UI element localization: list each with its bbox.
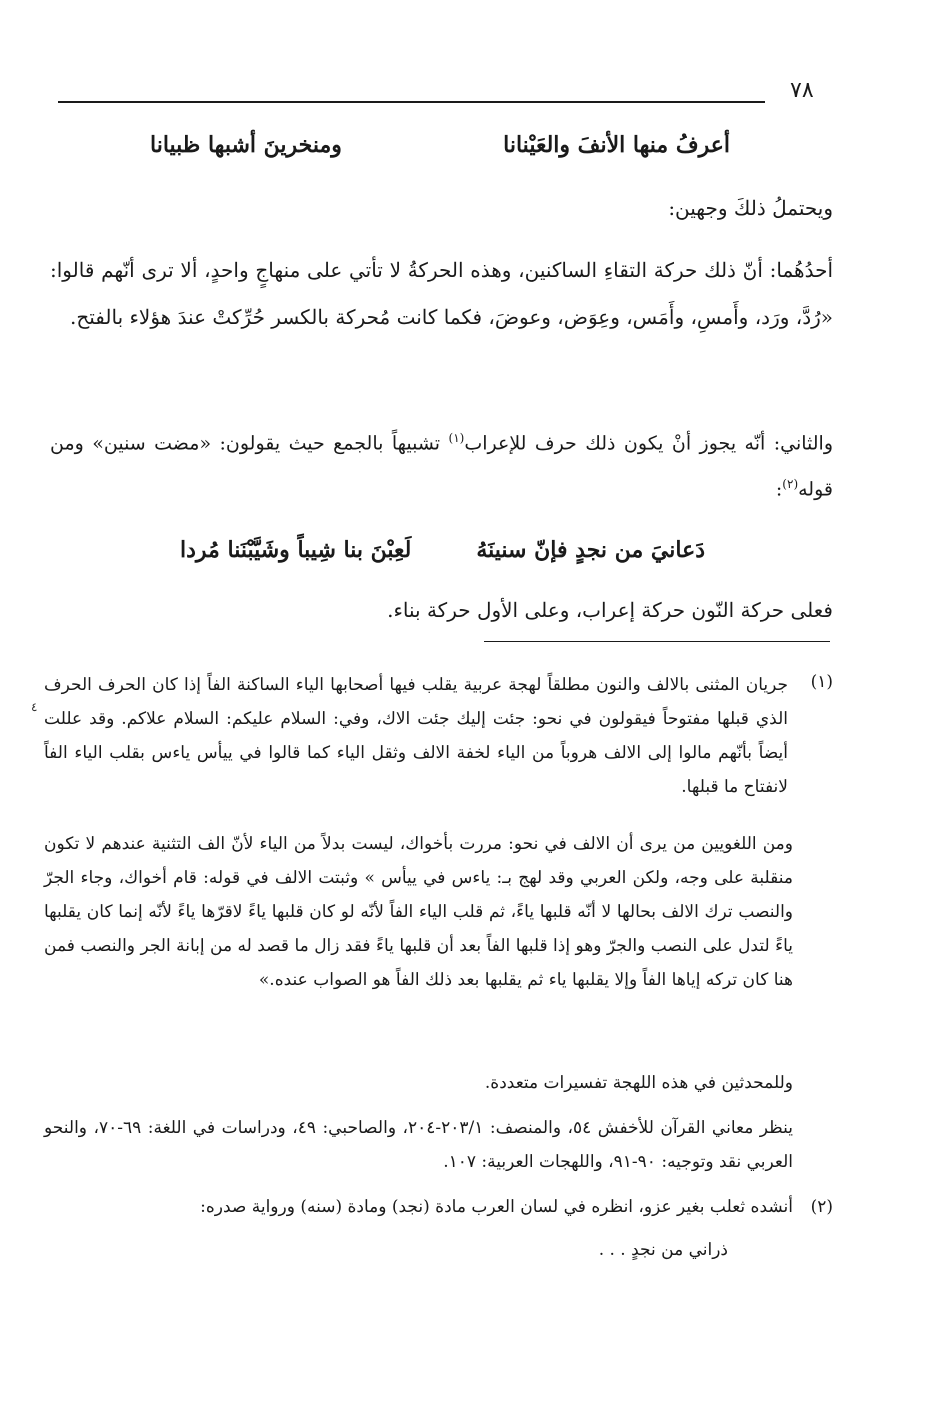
footnote-2-quote: ذراني من نجدٍ . . . [598, 1240, 728, 1260]
page-number: ٧٨ [790, 78, 814, 103]
paragraph-conclusion: فعلى حركة النّون حركة إعراب، وعلى الأول حركة بناء. [387, 598, 833, 622]
footnote-1-paragraph-2: ومن اللغويين من يرى أن الالف في نحو: مررت بأخواك، ليست بدلاً من الياء لأنّ الف التثنية عندهم لا تكون منقلبة على وجه، ولكن العربي وقد لهج بـ: ياءس في ييأس » وثبتت الالف في قوله: قام أخواك، وجاء الجرّ والنصب ترك الالف بحالها لا أنّه قلبها ياءً، ثم قلب الياء الفاً لأنّه لو كان قلبها ياءً لاقرّها ياءً لأنّه إنما كان يقلبها ياءً لتدل على النصب والجرّ وهو إذا قلبها الفاً بعد أن قلبها ياءً فقد زال ما قصد له من إبانة الجر والنصب فمن هنا كان تركه إياها الفاً وإلا يقلبها ياء ثم يقلبها بعد ذلك الفاً هو الصواب عنده.» [44, 834, 793, 990]
footnote-1-paragraph-3: وللمحدثين في هذه اللهجة تفسيرات متعددة. [484, 1073, 793, 1093]
footnote-separator [484, 641, 830, 642]
footnote-2-paragraph-1: أنشده ثعلب بغير عزو، انظره في لسان العرب مادة (نجد) ومادة (سنه) ورواية صدره: [200, 1197, 793, 1217]
verse-2-first-hemistich: دَعانيَ من نجدٍ فإنّ سنينَهُ [476, 537, 705, 563]
verse-2-second-hemistich: لَعِبْنَ بنا شِيباً وشَيَّبْنَنا مُردا [180, 537, 412, 563]
verse-1-second-hemistich: ومنخرينَ أشبها ظبيانا [150, 132, 342, 158]
verse-1-first-hemistich: أعرفُ منها الأنفَ والعَيْنانا [503, 132, 730, 158]
second-aspect-colon: : [775, 478, 783, 501]
verse-couplet-2 [180, 530, 705, 570]
footnote-1-number: (١) [810, 672, 833, 692]
footnote-1-references: ينظر معاني القرآن للأخفش ٥٤، والمنصف: ٢٠٣/١-٢٠٤، والصاحبي: ٤٩، ودراسات في اللغة: ٦٩-٧٠، والنحو العربي نقد وتوجيه: ٩٠-٩١، واللهجات العربية: ١٠٧. [44, 1118, 793, 1172]
second-aspect-text: والثاني: أنّه يجوز أنْ يكون ذلك حرف للإعراب [464, 432, 833, 455]
margin-mark: ٤ [31, 700, 38, 714]
footnote-ref-1[interactable]: (١) [448, 431, 465, 445]
footnote-ref-2[interactable]: (٢) [782, 477, 799, 492]
paragraph-second-aspect [50, 418, 833, 511]
verse-couplet-1 [150, 125, 730, 165]
paragraph-intro: ويحتملُ ذلكَ وجهين: [668, 196, 833, 220]
second-aspect-text-cont: تشبيهاً بالجمع حيث يقولون: «مضت سنين» ومن قوله [50, 432, 833, 501]
header-rule [58, 101, 765, 103]
paragraph-first-aspect: أحدُهُما: أنّ ذلك حركة التقاءِ الساكنين، وهذه الحركةُ لا تأتي على منهاجٍ واحدٍ، ألا ترى أنّهم قالوا: «رُدَّ، ورَد، وأَمسِ، وأَمَس، وعِوَض، وعوضَ، فكما كانت مُحركة بالكسر حُرِّكتْ عندَ هؤلاء بالفتح. [50, 258, 833, 329]
footnote-2-number: (٢) [810, 1197, 833, 1217]
footnote-1-paragraph-1: جريان المثنى بالالف والنون مطلقاً لهجة عربية يقلب فيها أصحابها الياء الساكنة الفاً إذا كان الحرف الحرف الذي قبلها مفتوحاً فيقولون في نحو: جئت إليك جئت الاك، وفي: السلام عليكم: السلام علاكم. وقد عللت أيضاً بأنّهم مالوا إلى الالف هروباً من الياء لخفة الالف وثقل الياء كما قالوا في ييأس ياءس بقلب الياء الفاً لانفتاح ما قبلها. [44, 675, 788, 797]
